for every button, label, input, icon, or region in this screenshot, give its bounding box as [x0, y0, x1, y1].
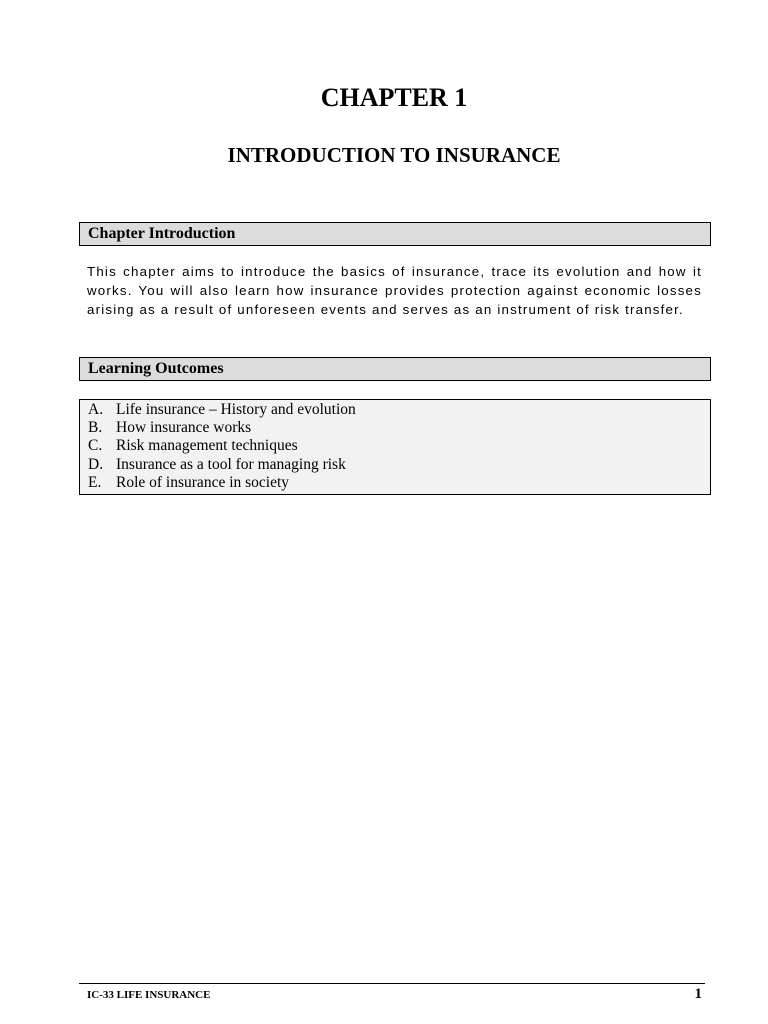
- chapter-introduction-heading: Chapter Introduction: [88, 225, 236, 242]
- list-item-letter: B.: [88, 419, 103, 437]
- list-item-letter: A.: [88, 401, 104, 418]
- list-item-letter: C.: [88, 437, 103, 455]
- page-number: 1: [694, 986, 702, 1002]
- list-item-text: Risk management techniques: [116, 437, 298, 455]
- chapter-introduction-text: This chapter aims to introduce the basics of insurance, trace its evolution and how it works. You will also learn how insurance provides protection against economic losses arising as a result of unforeseen events and serves as an instrument of risk transfer.: [87, 264, 702, 317]
- list-item: [88, 474, 356, 492]
- chapter-number: CHAPTER 1: [320, 83, 468, 112]
- list-item: [88, 401, 356, 419]
- list-item-text: How insurance works: [116, 419, 252, 437]
- learning-outcomes-header: [79, 357, 711, 381]
- learning-outcomes-list: [88, 401, 356, 492]
- learning-outcomes-heading: Learning Outcomes: [88, 360, 224, 377]
- chapter-introduction-header: [79, 222, 711, 246]
- list-item-letter: E.: [88, 473, 102, 491]
- footer-course-title: IC-33 LIFE INSURANCE: [87, 989, 211, 1001]
- footer-divider: [79, 983, 705, 984]
- list-item-text: Insurance as a tool for managing risk: [116, 455, 346, 473]
- list-item: [88, 419, 356, 437]
- list-item: [88, 456, 356, 474]
- chapter-title: INTRODUCTION TO INSURANCE: [227, 143, 561, 167]
- list-item-text: Life insurance – History and evolution: [116, 401, 356, 418]
- list-item: [88, 437, 356, 455]
- list-item-text: Role of insurance in society: [116, 473, 290, 491]
- list-item-letter: D.: [88, 455, 104, 473]
- learning-outcomes-box: [79, 399, 711, 495]
